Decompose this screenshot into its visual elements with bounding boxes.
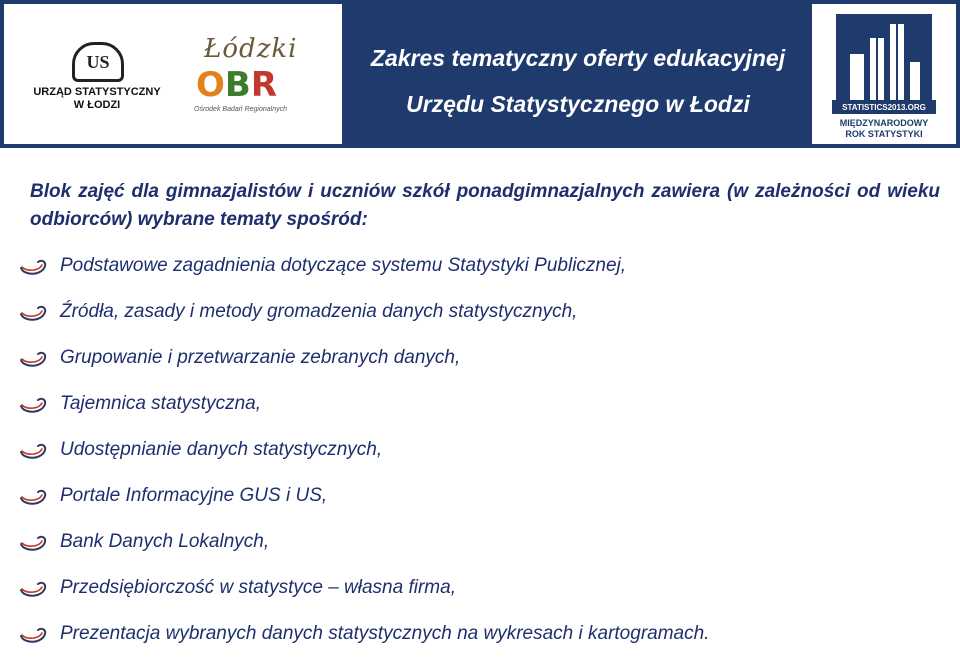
swirl-bullet-icon <box>18 394 48 414</box>
swirl-bullet-icon <box>18 624 48 644</box>
swirl-bullet-icon <box>18 302 48 322</box>
header-banner <box>0 0 960 148</box>
intro-paragraph: Blok zajęć dla gimnazjalistów i uczniów szkół ponadgimnazjalnych zawiera (w zależności od wieku odbiorców) wybrane tematy spośród: <box>30 181 940 230</box>
statistics-url: STATISTICS2013.ORG <box>832 100 936 114</box>
list-item-text: Podstawowe zagadnienia dotyczące systemu Statystyki Publicznej, <box>60 255 627 276</box>
swirl-bullet-icon <box>18 486 48 506</box>
list-item <box>0 574 960 620</box>
list-item-text: Prezentacja wybranych danych statystycznych na wykresach i kartogramach. <box>60 623 710 644</box>
list-item-text: Portale Informacyjne GUS i US, <box>60 485 328 506</box>
statistics-bars-icon <box>836 14 932 110</box>
logos-panel <box>4 4 342 144</box>
list-item-text: Udostępnianie danych statystycznych, <box>60 439 383 460</box>
page-title-line1: Zakres tematyczny oferty edukacyjnej <box>370 45 786 71</box>
statistics2013-logo <box>812 4 956 144</box>
us-logo-name: URZĄD STATYSTYCZNY W ŁODZI <box>33 86 161 111</box>
list-item-text: Bank Danych Lokalnych, <box>60 531 270 552</box>
topics-list <box>0 252 960 658</box>
list-item-text: Przedsiębiorczość w statystyce – własna firma, <box>60 577 456 598</box>
list-item <box>0 252 960 298</box>
list-item <box>0 482 960 528</box>
swirl-bullet-icon <box>18 532 48 552</box>
obr-logo: Łódzki O B R Ośrodek Badań Regionalnych <box>194 34 298 113</box>
list-item <box>0 390 960 436</box>
swirl-bullet-icon <box>18 440 48 460</box>
us-logo-emblem: US <box>72 42 124 82</box>
list-item <box>0 528 960 574</box>
list-item <box>0 298 960 344</box>
statistics-year-label: MIĘDZYNARODOWY ROK STATYSTYKI <box>839 118 929 139</box>
list-item-text: Grupowanie i przetwarzanie zebranych danych, <box>60 347 461 368</box>
list-item <box>0 344 960 390</box>
list-item-text: Tajemnica statystyczna, <box>60 393 261 414</box>
swirl-bullet-icon <box>18 578 48 598</box>
list-item-text: Źródła, zasady i metody gromadzenia danych statystycznych, <box>60 301 578 322</box>
list-item <box>0 620 960 658</box>
swirl-bullet-icon <box>18 348 48 368</box>
swirl-bullet-icon <box>18 256 48 276</box>
page-title-line2: Urzędu Statystycznego w Łodzi <box>406 91 750 117</box>
list-item <box>0 436 960 482</box>
